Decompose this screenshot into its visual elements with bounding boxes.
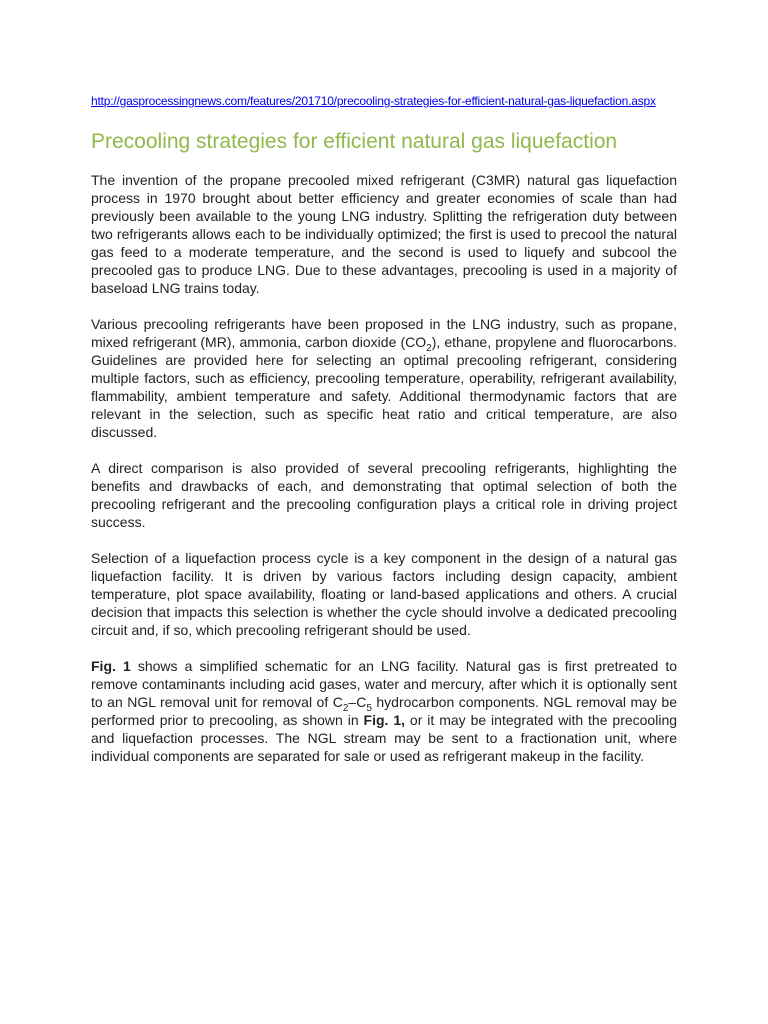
document-page [91,92,677,783]
source-url-link[interactable]: http://gasprocessingnews.com/features/201710/precooling-strategies-for-efficient-natural-gas-liquefaction.aspx [91,94,656,108]
paragraph-fig1-text-b: hydrocarbon components. NGL removal may be performed prior to precooling, as shown in [91,694,677,728]
paragraph-comparison: A direct comparison is also provided of several precooling refrigerants, highlighting the benefits and drawbacks of each, and demonstrating that optimal selection of both the precooling refrigerant and the precooling configuration plays a critical role in driving project success. [91,460,677,530]
fig1-reference: Fig. 1 [91,658,131,674]
paragraph-refrigerants-text-b: ), ethane, propylene and fluorocarbons. Guidelines are provided here for selecting an optimal precooling refrigerant, considering multiple factors, such as efficiency, precooling temperature, operability, refrigerant availability, flammability, ambient temperature and safety. Additional thermodynamic factors that are relevant in the selection, such as specific heat ratio and critical temperature, are also discussed. [91,334,677,440]
paragraph-refrigerants-text-a: Various precooling refrigerants have been proposed in the LNG industry, such as propane, mixed refrigerant (MR), ammonia, carbon dioxide (CO [91,316,677,350]
paragraph-intro: The invention of the propane precooled mixed refrigerant (C3MR) natural gas liquefaction process in 1970 brought about better efficiency and greater economies of scale than had previously been available to the young LNG industry. Splitting the refrigeration duty between two refrigerants allows each to be individually optimized; the first is used to precool the natural gas feed to a moderate temperature, and the second is used to liquefy and subcool the precooled gas to produce LNG. Due to these advantages, precooling is used in a majority of baseload LNG trains today. [91,172,677,296]
fig1-reference-inline: Fig. 1, [363,712,406,728]
subscript-c5: 5 [366,702,372,714]
paragraph-process-selection: Selection of a liquefaction process cycle is a key component in the design of a natural gas liquefaction facility. It is driven by various factors including design capacity, ambient temperature, plot space availability, floating or land-based applications and others. A crucial decision that impacts this selection is whether the cycle should involve a dedicated precooling circuit and, if so, which precooling refrigerant should be used. [91,550,677,638]
paragraph-fig1 [91,657,677,765]
paragraph-refrigerants [91,315,677,441]
article-title: Precooling strategies for efficient natural gas liquefaction [91,130,618,153]
range-dash: –C [348,694,367,710]
paragraph-fig1-text-c: or it may be integrated with the precooling and liquefaction processes. The NGL stream may be sent to a fractionation unit, where individual components are separated for sale or used as refrigerant makeup in the facility. [91,712,678,764]
subscript-co2: 2 [426,342,432,354]
paragraph-fig1-text-a: shows a simplified schematic for an LNG facility. Natural gas is first pretreated to remove contaminants including acid gases, water and mercury, after which it is optionally sent to an NGL removal unit for removal of C [91,658,677,710]
subscript-c2: 2 [342,702,349,714]
